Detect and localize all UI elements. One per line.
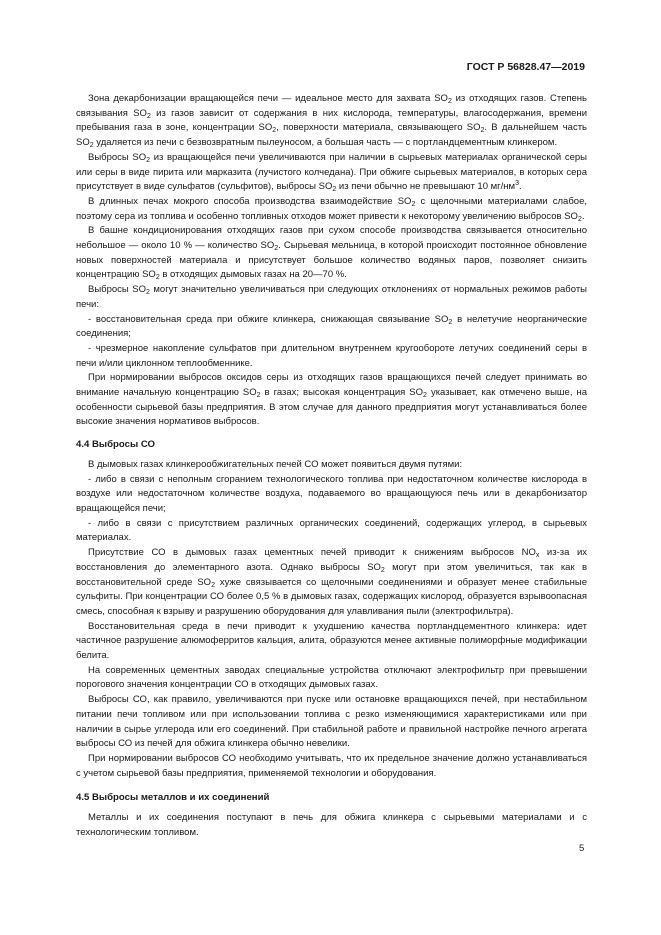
paragraph: В длинных печах мокрого способа производства взаимодействие $SO_2$ с щелочными материалами слабое, поэтому сера из топлива и особенно топливных отходов может привести к некоторому увеличению выбросов $SO_2$. — [76, 195, 587, 223]
list-item: - чрезмерное накопление сульфатов при длительном внутреннем кругообороте летучих соединений серы в печи и/или циклонном теплообменнике. — [76, 342, 587, 369]
paragraph: При нормировании выбросов СО необходимо учитывать, что их предельное значение должно устанавливаться с учетом сырьевой базы предприятия, применяемой технологии и оборудования. — [76, 752, 587, 779]
section-heading-4-5: 4.5 Выбросы металлов и их соединений — [76, 792, 270, 804]
list-item: - восстановительная среда при обжиге клинкера, снижающая связывание $SO_2$ в нелетучие неорганические соединения; — [76, 313, 588, 340]
list-item: - либо в связи с неполным сгоранием технологического топлива при недостаточном количестве кислорода в воздухе или недостаточном количестве воздуха, подаваемого во вращающуюся печь или в декарбонизатор вращающейся печи; — [76, 473, 587, 514]
paragraph: Восстановительная среда в печи приводит к ухудшению качества портландцементного клинкера: идет частичное разрушение алюмоферритов кальция, алита, образуются менее активные полиморфные модификации белита. — [76, 620, 587, 662]
section-heading-4-4: 4.4 Выбросы СО — [76, 439, 155, 451]
paragraph: При нормировании выбросов оксидов серы из отходящих газов вращающихся печей следует принимать во внимание начальную концентрацию $SO_2$ в газах; высокая концентрация $SO_2$ указывает, как отмечено выше, на особенности сырьевой базы предприятия. В этом случае для данного предприятия могут устанавливаться более высокие значения нормативов выбросов. — [76, 372, 587, 428]
list-item: - либо в связи с присутствием различных органических соединений, содержащих углерод, в сырьевых материалах. — [76, 517, 587, 544]
paragraph: Зона декарбонизации вращающейся печи — идеальное место для захвата $SO_2$ из отходящих газов. Степень связывания $SO_2$ из газов зависит от содержания в них кислорода, температуры, влагосодержания, времени пребывания газа в зоне, концентрации $SO_2$, поверхности материала, связывающего $SO_2$. В дальнейшем часть $SO_2$ удаляется из печи с безвозвратным пылеуносом, а большая часть — с портландцементным клинкером. — [76, 93, 588, 150]
paragraph: Выбросы $SO_2$ могут значительно увеличиваться при следующих отклонениях от нормальных режимов работы печи: — [76, 284, 587, 310]
document-header: ГОСТ Р 56828.47—2019 — [466, 61, 585, 73]
page-number: 5 — [579, 843, 585, 854]
paragraph: Выбросы СО, как правило, увеличиваются при пуске или остановке вращающихся печей, при нестабильном питании печи топливом или при использовании топлива с резко изменяющимися характеристиками или при наличии в сырье углерода или его соединений. При стабильной работе и правильной настройке печного агрегата выбросы СО из печей для обжига клинкера обычно невелики. — [76, 694, 587, 750]
paragraph: На современных цементных заводах специальные устройства отключают электрофильтр при превышении порогового значения концентрации СО в отходящих дымовых газах. — [76, 664, 587, 691]
paragraph: Присутствие СО в дымовых газах цементных печей приводит к снижениям выбросов $NO_x$ из-за их восстановления до элементарного азота. Однако выбросы $SO_2$ могут при этом увеличиться, так как в восстановительной среде $SO_2$ хуже связывается со щелочными соединениями и образует менее стабильные сульфиты. При концентрации СО более 0,5 % в дымовых газах, содержащих кислород, образуется взрывоопасная смесь, способная к взрыву и разрушению оборудования для улавливания пыли (электрофильтра). — [76, 547, 588, 617]
paragraph: В дымовых газах клинкерообжигательных печей СО может появиться двумя путями: — [88, 458, 463, 470]
paragraph: Выбросы $SO_2$ из вращающейся печи увеличиваются при наличии в сырьевых материалах органической серы или серы в виде пирита или марказита (лучистого колчедана). При обжиге сырьевых материалов, в которых сера присутствует в виде сульфатов (сульфитов), выбросы $SO_2$ из печи обычно не превышают 10 $мг/нм^3$. — [76, 151, 587, 194]
paragraph: В башне кондиционирования отходящих газов при сухом способе производства связывается относительно небольшое — около 10 % — количество $SO_2$. Сырьевая мельница, в которой происходит постоянное обновление новых поверхностей материала и присутствует большое количество водяных паров, позволяет снизить концентрацию $SO_2$ в отходящих дымовых газах на 20—70 %. — [76, 225, 587, 282]
document-body — [76, 92, 587, 840]
paragraph: Металлы и их соединения поступают в печь для обжига клинкера с сырьевыми материалами и с технологическим топливом. — [76, 812, 587, 838]
